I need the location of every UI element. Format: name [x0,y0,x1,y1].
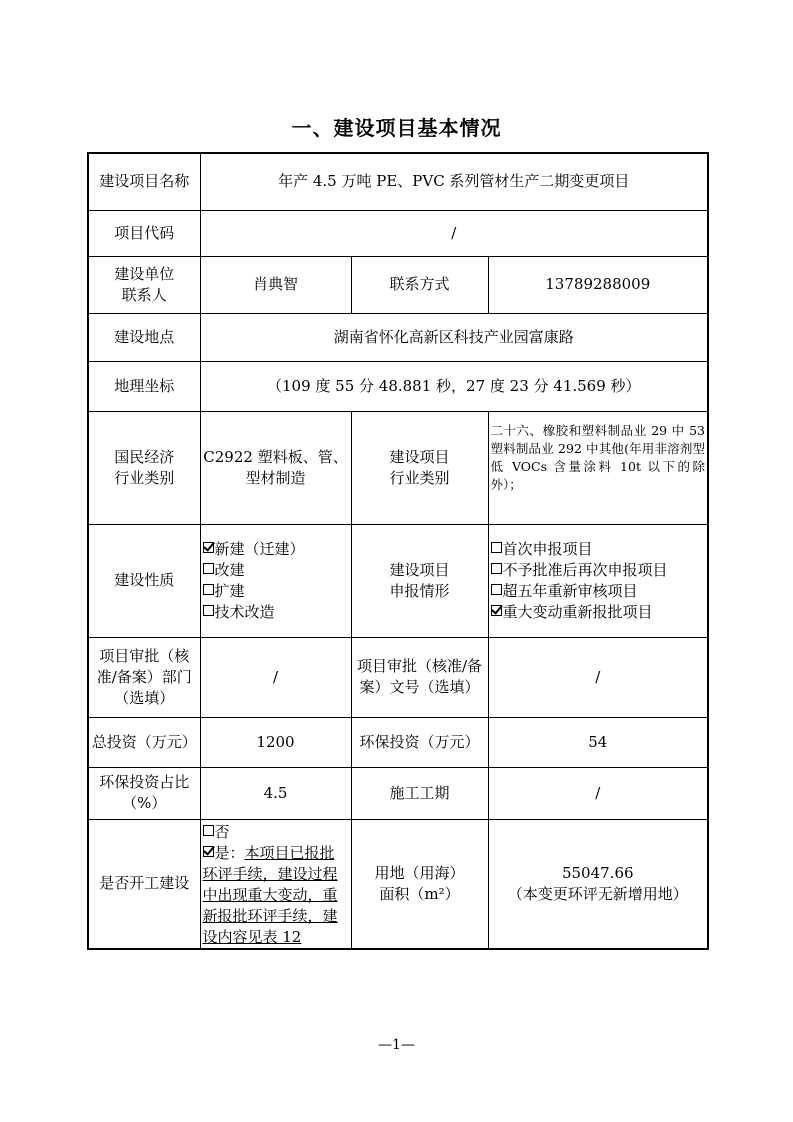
checkbox-checked-icon[interactable] [203,846,214,857]
table-row [88,411,708,524]
proj-industry-label: 建设项目 行业类别 [351,411,488,524]
coord-value: （109 度 55 分 48.881 秒，27 度 23 分 41.569 秒） [200,361,708,411]
table-row [88,153,708,210]
industry-label: 国民经济 行业类别 [88,411,200,524]
code-label: 项目代码 [88,210,200,256]
table-row [88,256,708,313]
approval-no-value: / [488,637,708,717]
approval-no-label: 项目审批（核准/备案）文号（选填） [351,637,488,717]
checkbox-checked-icon[interactable] [491,605,502,616]
approval-dept-value: / [200,637,351,717]
page-title: 一、建设项目基本情况 [291,116,502,140]
nature-label: 建设性质 [88,524,200,637]
phone-label: 联系方式 [351,256,488,313]
option-yes[interactable]: 是：本项目已报批环评手续，建设过程中出现重大变动，重新报批环评手续，建设内容见表 12 [202,843,338,946]
phone-value: 13789288009 [488,256,708,313]
checkbox-icon[interactable] [203,584,214,595]
page-number: —1— [378,1037,415,1053]
report-options [488,524,708,637]
started-detail: 本项目已报批环评手续，建设过程中出现重大变动，重新报批环评手续，建设内容见表 12 [202,843,338,946]
table-row [88,361,708,411]
table-row [88,313,708,361]
checkbox-icon[interactable] [203,605,214,616]
nature-options [200,524,351,637]
code-value: / [200,210,708,256]
table-row [88,210,708,256]
contact-value: 肖典智 [200,256,351,313]
industry-value: C2922 塑料板、管、型材制造 [200,411,351,524]
option-first[interactable]: 首次申报项目 [491,539,706,560]
table-row [88,524,708,637]
location-value: 湖南省怀化高新区科技产业园富康路 [200,313,708,361]
checkbox-icon[interactable] [203,825,214,836]
period-label: 施工工期 [351,767,488,819]
started-options [200,819,351,949]
checkbox-icon[interactable] [203,563,214,574]
coord-label: 地理坐标 [88,361,200,411]
report-label: 建设项目 申报情形 [351,524,488,637]
location-label: 建设地点 [88,313,200,361]
table-row [88,819,708,949]
table-row [88,717,708,767]
checkbox-icon[interactable] [491,542,502,553]
option-five-year[interactable]: 超五年重新审核项目 [491,581,706,602]
started-label: 是否开工建设 [88,819,200,949]
option-new[interactable]: 新建（迁建） [203,539,349,560]
table-row [88,767,708,819]
option-resubmit[interactable]: 不予批准后再次申报项目 [491,560,706,581]
proj-industry-value: 二十六、橡胶和塑料制品业 29 中 53 塑料制品业 292 中其他(年用非溶剂型低 VOCs 含量涂料 10t 以下的除外）； [488,411,708,524]
name-label: 建设项目名称 [88,153,200,210]
name-value: 年产 4.5 万吨 PE、PVC 系列管材生产二期变更项目 [200,153,708,210]
checkbox-icon[interactable] [491,563,502,574]
checkbox-checked-icon[interactable] [203,542,214,553]
option-major-change[interactable]: 重大变动重新报批项目 [491,602,706,623]
option-rebuild[interactable]: 改建 [203,560,349,581]
land-label: 用地（用海） 面积（m²） [351,819,488,949]
land-value: 55047.66 （本变更环评无新增用地） [488,819,708,949]
project-info-table [87,152,709,950]
option-tech[interactable]: 技术改造 [203,602,349,623]
env-ratio-value: 4.5 [200,767,351,819]
checkbox-icon[interactable] [491,584,502,595]
option-expand[interactable]: 扩建 [203,581,349,602]
invest-label: 总投资（万元） [88,717,200,767]
period-value: / [488,767,708,819]
table-row [88,637,708,717]
option-no[interactable]: 否 [203,822,349,843]
env-ratio-label: 环保投资占比（%） [88,767,200,819]
approval-dept-label: 项目审批（核准/备案）部门（选填） [88,637,200,717]
env-invest-value: 54 [488,717,708,767]
contact-label: 建设单位 联系人 [88,256,200,313]
env-invest-label: 环保投资（万元） [351,717,488,767]
invest-value: 1200 [200,717,351,767]
